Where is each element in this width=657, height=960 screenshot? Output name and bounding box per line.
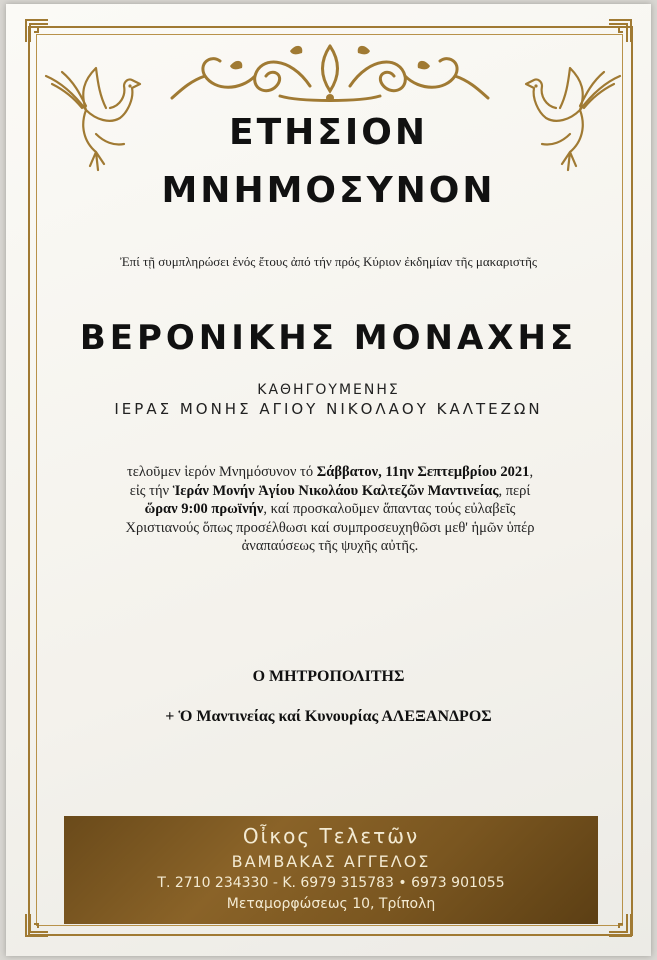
corner-ornament-icon — [607, 18, 633, 44]
funeral-home-address: Μεταμορφώσεως 10, Τρίπολη — [226, 896, 436, 912]
title-line-1: ΕΤΗΣΙΟΝ — [229, 112, 428, 153]
announcement-part: , εἰς τήν — [129, 464, 534, 499]
announcement-part: , περί — [498, 482, 531, 499]
corner-ornament-icon — [607, 912, 633, 938]
signature-name: + Ὁ Μαντινείας καί Κυνουρίας ΑΛΕΞΑΝΔΡΟΣ — [165, 708, 492, 725]
signature-title: Ο ΜΗΤΡΟΠΟΛΙΤΗΣ — [252, 668, 405, 685]
funeral-home-banner — [64, 816, 598, 924]
title-line-2: ΜΝΗΜΟΣΥΝΟΝ — [161, 170, 496, 211]
announcement-part: τελοῦμεν ἱερόν Μνημόσυνον τό — [126, 464, 317, 480]
deceased-role: ΚΑΘΗΓΟΥΜΕΝΗΣ — [257, 382, 400, 398]
memorial-place: Ἱεράν Μονήν Ἁγίου Νικολάου Καλτεζῶν Μαντινείας — [172, 482, 499, 499]
announcement-part: , καί προσκαλοῦμεν ἅπαντας τούς εὐλαβεῖς Χριστιανούς ὅπως προσέλθωσι καί συμπροσευχηθῶσι μεθ' ἡμῶν ὑπέρ ἀναπαύσεως τῆς ψυχῆς αὐτῆς. — [125, 501, 535, 554]
deceased-name: ΒΕΡΟΝΙΚΗΣ ΜΟΝΑΧΗΣ — [79, 318, 578, 358]
memorial-time: ὥραν 9:00 πρωϊνήν — [144, 501, 264, 517]
monastery-name: ΙΕΡΑΣ ΜΟΝΗΣ ΑΓΙΟΥ ΝΙΚΟΛΑΟΥ ΚΑΛΤΕΖΩΝ — [114, 400, 543, 418]
corner-ornament-icon — [24, 18, 50, 44]
funeral-home-owner: ΒΑΜΒΑΚΑΣ ΑΓΓΕΛΟΣ — [231, 852, 431, 871]
funeral-home-phones: Τ. 2710 234330 - Κ. 6979 315783 • 6973 901055 — [157, 875, 505, 891]
scroll-ornament-icon — [160, 36, 500, 106]
funeral-home-label: Οἶκος Τελετῶν — [242, 824, 420, 848]
announcement-paragraph — [120, 463, 540, 556]
corner-ornament-icon — [24, 912, 50, 938]
intro-text: Ἐπί τῇ συμπληρώσει ἑνός ἔτους ἀπό τήν πρός Κύριον ἐκδημίαν τῆς μακαριστῆς — [119, 254, 538, 269]
memorial-date: Σάββατον, 11ην Σεπτεμβρίου 2021 — [316, 464, 530, 480]
